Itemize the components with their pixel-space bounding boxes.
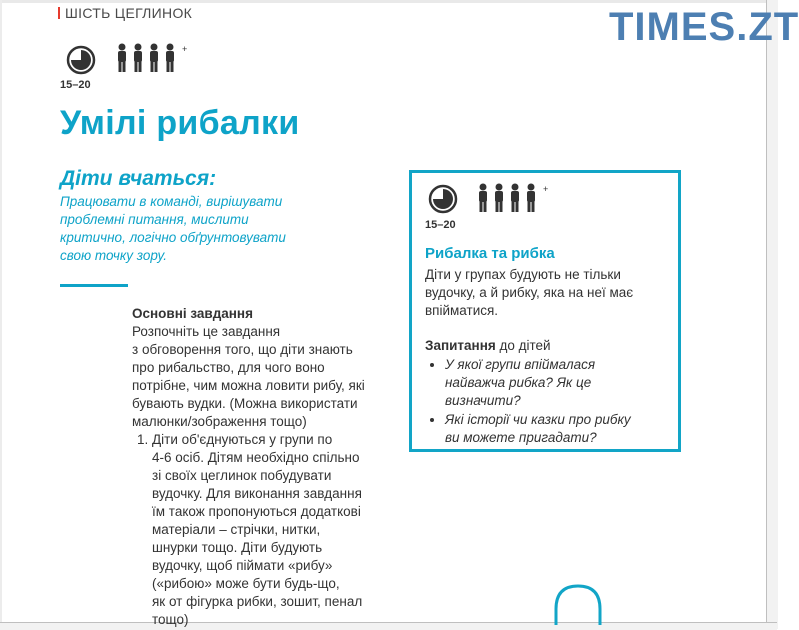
activity-title: Умілі рибалки: [60, 104, 300, 142]
question-item: [445, 411, 685, 447]
people-plus-sign: +: [543, 184, 549, 194]
question-line: ви можете пригадати?: [445, 430, 597, 445]
step-line: вудочку. Для виконання завдання: [152, 486, 362, 501]
learn-line: критично, логічно обґрунтовувати: [60, 230, 286, 245]
step-line: вудочку, щоб піймати «рибу»: [152, 558, 333, 573]
step-line: як от фігурка рибки, зошит, пенал: [152, 594, 363, 609]
intro-line: малюнки/зображення тощо): [132, 414, 307, 429]
questions-heading-bold: Запитання: [425, 338, 496, 353]
intro-line: Розпочніть це завдання: [132, 324, 281, 339]
clock-pie-icon: [66, 45, 96, 75]
step-line: («рибою» може бути будь-що,: [152, 576, 340, 591]
step-line: шнурки тощо. Діти будують: [152, 540, 323, 555]
intro-line: про рибальство, для чого воно: [132, 360, 325, 375]
question-line: найважча рибка? Як це: [445, 375, 592, 390]
box-text-line: вудочку, а й рибку, яка на неї має: [425, 285, 634, 300]
window-frame-right: [766, 0, 778, 629]
intro-line: бувають вудки. (Можна використати: [132, 396, 358, 411]
question-line: визначити?: [445, 393, 521, 408]
clock-pie-icon: [428, 184, 458, 214]
decorative-arc-shape: [548, 583, 608, 625]
steps-list: [132, 431, 397, 629]
intro-line: з обговорення того, що діти знають: [132, 342, 353, 357]
box-text-line: впійматися.: [425, 303, 499, 318]
intro-line: потрібне, чим можна ловити рибу, які: [132, 378, 365, 393]
box-text: [425, 266, 670, 320]
step-line: 1. Діти об'єднуються у групи по: [152, 432, 333, 447]
people-group-icon: [473, 182, 553, 214]
window-frame-left: [0, 0, 2, 629]
box-duration: 15–20: [425, 219, 456, 231]
box-text-line: Діти у групах будують не тільки: [425, 267, 621, 282]
people-plus-sign: +: [182, 44, 188, 54]
learn-line: проблемні питання, мислити: [60, 212, 249, 227]
learn-text: [60, 193, 330, 265]
section-header: [58, 5, 192, 21]
header-accent-bar: [58, 7, 60, 19]
step-line: зі своїх цеглинок побудувати: [152, 468, 332, 483]
questions-list: [425, 356, 685, 448]
learn-line: свою точку зору.: [60, 248, 168, 263]
question-line: • У якої групи впіймалася: [445, 357, 596, 372]
questions-heading: [425, 338, 551, 353]
times-zt-logo: TIMES.ZT: [609, 5, 799, 49]
step-line: їм також пропонуються додаткові: [152, 504, 361, 519]
main-tasks: [132, 305, 397, 629]
people-group-icon: [112, 42, 192, 74]
learn-line: Працювати в команді, вирішувати: [60, 194, 283, 209]
question-item: [445, 356, 685, 410]
step-item: [152, 431, 397, 629]
main-subheading: Основні завдання: [132, 306, 253, 321]
learn-heading: Діти вчаться:: [60, 167, 217, 190]
step-line: тощо): [152, 612, 189, 627]
questions-heading-rest: до дітей: [495, 338, 551, 353]
section-divider: [60, 284, 128, 287]
step-line: 4-6 осіб. Дітям необхідно спільно: [152, 450, 360, 465]
box-title: Рибалка та рибка: [425, 245, 555, 262]
section-header-text: ШІСТЬ ЦЕГЛИНОК: [65, 5, 193, 21]
question-line: • Які історії чи казки про рибку: [445, 412, 631, 427]
activity-duration: 15–20: [60, 79, 91, 91]
step-line: матеріали – стрічки, нитки,: [152, 522, 321, 537]
